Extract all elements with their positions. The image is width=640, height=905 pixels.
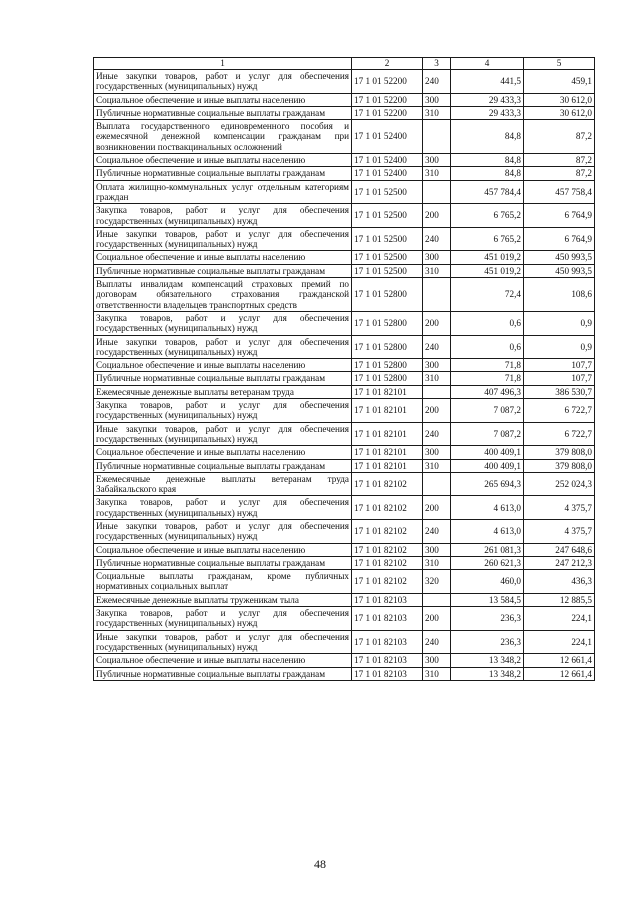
row-code: 17 1 01 52400: [352, 120, 423, 154]
row-code: 17 1 01 52200: [352, 70, 423, 94]
row-amount-2: 87,2: [524, 167, 595, 180]
row-type: [423, 593, 451, 606]
row-description: Социальные выплаты гражданам, кроме публичных нормативных социальных выплат: [94, 570, 352, 594]
row-code: 17 1 01 82102: [352, 543, 423, 556]
row-type: 320: [423, 570, 451, 594]
table-row: [94, 180, 595, 204]
row-description: Публичные нормативные социальные выплаты гражданам: [94, 667, 352, 680]
row-amount-1: 451 019,2: [451, 264, 524, 277]
row-type: 300: [423, 446, 451, 459]
row-amount-1: 4 613,0: [451, 519, 524, 543]
table-row: [94, 399, 595, 423]
table-row: [94, 422, 595, 446]
row-description: Социальное обеспечение и иные выплаты населению: [94, 543, 352, 556]
row-code: 17 1 01 82102: [352, 519, 423, 543]
row-amount-2: 0,9: [524, 311, 595, 335]
row-type: 200: [423, 311, 451, 335]
row-description: Ежемесячные денежные выплаты ветеранам труда: [94, 385, 352, 398]
row-code: 17 1 01 82103: [352, 654, 423, 667]
row-code: 17 1 01 52800: [352, 311, 423, 335]
row-type: 240: [423, 70, 451, 94]
row-amount-1: 84,8: [451, 167, 524, 180]
row-amount-2: 12 661,4: [524, 654, 595, 667]
row-amount-2: 108,6: [524, 278, 595, 312]
row-type: 300: [423, 543, 451, 556]
row-amount-2: 247 212,3: [524, 556, 595, 569]
row-description: Публичные нормативные социальные выплаты гражданам: [94, 264, 352, 277]
row-amount-2: 224,1: [524, 630, 595, 654]
table-row: [94, 70, 595, 94]
table-row: [94, 335, 595, 359]
row-description: Закупка товаров, работ и услуг для обеспечения государственных (муниципальных) нужд: [94, 496, 352, 520]
row-code: 17 1 01 82103: [352, 667, 423, 680]
row-amount-1: 4 613,0: [451, 496, 524, 520]
row-description: Иные закупки товаров, работ и услуг для обеспечения государственных (муниципальных) нужд: [94, 70, 352, 94]
row-amount-2: 450 993,5: [524, 251, 595, 264]
row-amount-2: 6 722,7: [524, 399, 595, 423]
table-row: [94, 667, 595, 680]
row-description: Социальное обеспечение и иные выплаты населению: [94, 446, 352, 459]
row-description: Выплаты инвалидам компенсаций страховых премий по договорам обязательного страхования гражданской ответственности владельцев транспортных средств: [94, 278, 352, 312]
table-row: [94, 519, 595, 543]
row-code: 17 1 01 52500: [352, 251, 423, 264]
row-amount-2: 30 612,0: [524, 93, 595, 106]
row-description: Закупка товаров, работ и услуг для обеспечения государственных (муниципальных) нужд: [94, 204, 352, 228]
row-type: 310: [423, 264, 451, 277]
table-row: [94, 278, 595, 312]
row-amount-2: 12 661,4: [524, 667, 595, 680]
row-amount-1: 407 496,3: [451, 385, 524, 398]
table-row: [94, 607, 595, 631]
row-amount-2: 450 993,5: [524, 264, 595, 277]
row-amount-2: 4 375,7: [524, 519, 595, 543]
row-type: 300: [423, 359, 451, 372]
row-code: 17 1 01 52500: [352, 227, 423, 251]
row-type: 310: [423, 667, 451, 680]
row-type: 240: [423, 422, 451, 446]
row-amount-2: 6 764,9: [524, 204, 595, 228]
row-amount-2: 379 808,0: [524, 446, 595, 459]
row-amount-1: 236,3: [451, 607, 524, 631]
row-description: Ежемесячные денежные выплаты ветеранам труда Забайкальского края: [94, 472, 352, 496]
table-row: [94, 543, 595, 556]
row-description: Социальное обеспечение и иные выплаты населению: [94, 654, 352, 667]
row-amount-2: 4 375,7: [524, 496, 595, 520]
row-type: [423, 120, 451, 154]
page-number: 48: [314, 857, 326, 871]
row-amount-1: 7 087,2: [451, 399, 524, 423]
row-amount-1: 6 765,2: [451, 204, 524, 228]
row-description: Закупка товаров, работ и услуг для обеспечения государственных (муниципальных) нужд: [94, 311, 352, 335]
row-description: Оплата жилищно-коммунальных услуг отдельным категориям граждан: [94, 180, 352, 204]
row-amount-1: 0,6: [451, 311, 524, 335]
row-amount-2: 30 612,0: [524, 106, 595, 119]
row-amount-1: 84,8: [451, 154, 524, 167]
row-amount-2: 107,7: [524, 372, 595, 385]
table-row: [94, 654, 595, 667]
row-code: 17 1 01 52400: [352, 154, 423, 167]
row-type: 300: [423, 654, 451, 667]
table-row: [94, 93, 595, 106]
row-description: Социальное обеспечение и иные выплаты населению: [94, 93, 352, 106]
table-row: [94, 570, 595, 594]
row-code: 17 1 01 52800: [352, 359, 423, 372]
header-col-5: 5: [524, 58, 595, 70]
row-amount-1: 7 087,2: [451, 422, 524, 446]
row-code: 17 1 01 82101: [352, 459, 423, 472]
row-amount-2: 436,3: [524, 570, 595, 594]
row-type: 200: [423, 607, 451, 631]
row-description: Закупка товаров, работ и услуг для обеспечения государственных (муниципальных) нужд: [94, 399, 352, 423]
row-amount-2: 457 758,4: [524, 180, 595, 204]
header-col-1: 1: [94, 58, 352, 70]
row-code: 17 1 01 52800: [352, 335, 423, 359]
row-amount-2: 87,2: [524, 120, 595, 154]
row-type: 310: [423, 556, 451, 569]
row-amount-2: 252 024,3: [524, 472, 595, 496]
row-amount-2: 379 808,0: [524, 459, 595, 472]
row-description: Социальное обеспечение и иные выплаты населению: [94, 251, 352, 264]
table-row: [94, 204, 595, 228]
row-description: Ежемесячные денежные выплаты труженикам тыла: [94, 593, 352, 606]
table-row: [94, 167, 595, 180]
row-amount-1: 0,6: [451, 335, 524, 359]
row-code: 17 1 01 82103: [352, 593, 423, 606]
table-row: [94, 385, 595, 398]
row-amount-1: 260 621,3: [451, 556, 524, 569]
row-code: 17 1 01 82102: [352, 556, 423, 569]
row-amount-1: 71,8: [451, 372, 524, 385]
table-row: [94, 359, 595, 372]
row-amount-1: 6 765,2: [451, 227, 524, 251]
row-description: Иные закупки товаров, работ и услуг для обеспечения государственных (муниципальных) нужд: [94, 519, 352, 543]
row-type: [423, 385, 451, 398]
row-description: Иные закупки товаров, работ и услуг для обеспечения государственных (муниципальных) нужд: [94, 335, 352, 359]
row-code: 17 1 01 52500: [352, 204, 423, 228]
row-amount-1: 460,0: [451, 570, 524, 594]
row-code: 17 1 01 82103: [352, 630, 423, 654]
row-amount-2: 107,7: [524, 359, 595, 372]
row-amount-1: 400 409,1: [451, 459, 524, 472]
row-description: Выплата государственного единовременного пособия и ежемесячной денежной компенсации гражданам при возникновении поствакцинальных осложнений: [94, 120, 352, 154]
row-type: 240: [423, 630, 451, 654]
row-type: [423, 180, 451, 204]
row-type: 200: [423, 496, 451, 520]
row-type: [423, 472, 451, 496]
table-row: [94, 556, 595, 569]
row-amount-2: 87,2: [524, 154, 595, 167]
row-amount-2: 12 885,5: [524, 593, 595, 606]
row-code: 17 1 01 82102: [352, 570, 423, 594]
row-amount-1: 400 409,1: [451, 446, 524, 459]
table-row: [94, 593, 595, 606]
row-type: 240: [423, 335, 451, 359]
table-row: [94, 496, 595, 520]
row-amount-2: 0,9: [524, 335, 595, 359]
row-code: 17 1 01 82102: [352, 496, 423, 520]
row-type: 310: [423, 167, 451, 180]
row-amount-2: 386 530,7: [524, 385, 595, 398]
row-code: 17 1 01 52800: [352, 372, 423, 385]
row-amount-1: 71,8: [451, 359, 524, 372]
header-col-2: 2: [352, 58, 423, 70]
row-code: 17 1 01 52200: [352, 93, 423, 106]
table-row: [94, 227, 595, 251]
row-amount-1: 265 694,3: [451, 472, 524, 496]
header-col-4: 4: [451, 58, 524, 70]
budget-table: [93, 57, 595, 681]
row-code: 17 1 01 52200: [352, 106, 423, 119]
row-amount-1: 29 433,3: [451, 93, 524, 106]
row-code: 17 1 01 82103: [352, 607, 423, 631]
table-row: [94, 264, 595, 277]
table-row: [94, 459, 595, 472]
row-amount-1: 236,3: [451, 630, 524, 654]
row-code: 17 1 01 52800: [352, 278, 423, 312]
table-row: [94, 120, 595, 154]
table-row: [94, 630, 595, 654]
row-amount-1: 13 348,2: [451, 654, 524, 667]
header-row: [94, 58, 595, 70]
row-type: 310: [423, 106, 451, 119]
row-description: Публичные нормативные социальные выплаты гражданам: [94, 459, 352, 472]
table-row: [94, 446, 595, 459]
row-code: 17 1 01 82101: [352, 385, 423, 398]
row-amount-1: 72,4: [451, 278, 524, 312]
row-amount-2: 6 764,9: [524, 227, 595, 251]
row-type: 310: [423, 372, 451, 385]
row-amount-1: 13 584,5: [451, 593, 524, 606]
row-code: 17 1 01 52500: [352, 180, 423, 204]
table-row: [94, 472, 595, 496]
row-type: 310: [423, 459, 451, 472]
row-description: Публичные нормативные социальные выплаты гражданам: [94, 167, 352, 180]
row-code: 17 1 01 52500: [352, 264, 423, 277]
row-description: Иные закупки товаров, работ и услуг для обеспечения государственных (муниципальных) нужд: [94, 630, 352, 654]
table-row: [94, 154, 595, 167]
row-description: Иные закупки товаров, работ и услуг для обеспечения государственных (муниципальных) нужд: [94, 227, 352, 251]
row-type: 200: [423, 204, 451, 228]
row-amount-1: 13 348,2: [451, 667, 524, 680]
row-amount-2: 6 722,7: [524, 422, 595, 446]
row-type: 300: [423, 251, 451, 264]
row-type: 300: [423, 154, 451, 167]
row-amount-1: 451 019,2: [451, 251, 524, 264]
row-code: 17 1 01 82101: [352, 422, 423, 446]
table-row: [94, 372, 595, 385]
row-description: Публичные нормативные социальные выплаты гражданам: [94, 106, 352, 119]
row-type: 240: [423, 519, 451, 543]
row-amount-1: 261 081,3: [451, 543, 524, 556]
row-amount-1: 441,5: [451, 70, 524, 94]
row-type: 240: [423, 227, 451, 251]
row-amount-2: 224,1: [524, 607, 595, 631]
row-amount-2: 247 648,6: [524, 543, 595, 556]
row-code: 17 1 01 52400: [352, 167, 423, 180]
header-col-3: 3: [423, 58, 451, 70]
row-code: 17 1 01 82102: [352, 472, 423, 496]
row-description: Иные закупки товаров, работ и услуг для обеспечения государственных (муниципальных) нужд: [94, 422, 352, 446]
row-amount-1: 29 433,3: [451, 106, 524, 119]
row-description: Публичные нормативные социальные выплаты гражданам: [94, 372, 352, 385]
table-row: [94, 311, 595, 335]
row-code: 17 1 01 82101: [352, 446, 423, 459]
row-amount-2: 459,1: [524, 70, 595, 94]
row-amount-1: 457 784,4: [451, 180, 524, 204]
row-amount-1: 84,8: [451, 120, 524, 154]
row-type: 200: [423, 399, 451, 423]
row-type: 300: [423, 93, 451, 106]
row-description: Публичные нормативные социальные выплаты гражданам: [94, 556, 352, 569]
table-row: [94, 106, 595, 119]
row-description: Социальное обеспечение и иные выплаты населению: [94, 359, 352, 372]
table-row: [94, 251, 595, 264]
row-type: [423, 278, 451, 312]
row-description: Социальное обеспечение и иные выплаты населению: [94, 154, 352, 167]
row-description: Закупка товаров, работ и услуг для обеспечения государственных (муниципальных) нужд: [94, 607, 352, 631]
row-code: 17 1 01 82101: [352, 399, 423, 423]
